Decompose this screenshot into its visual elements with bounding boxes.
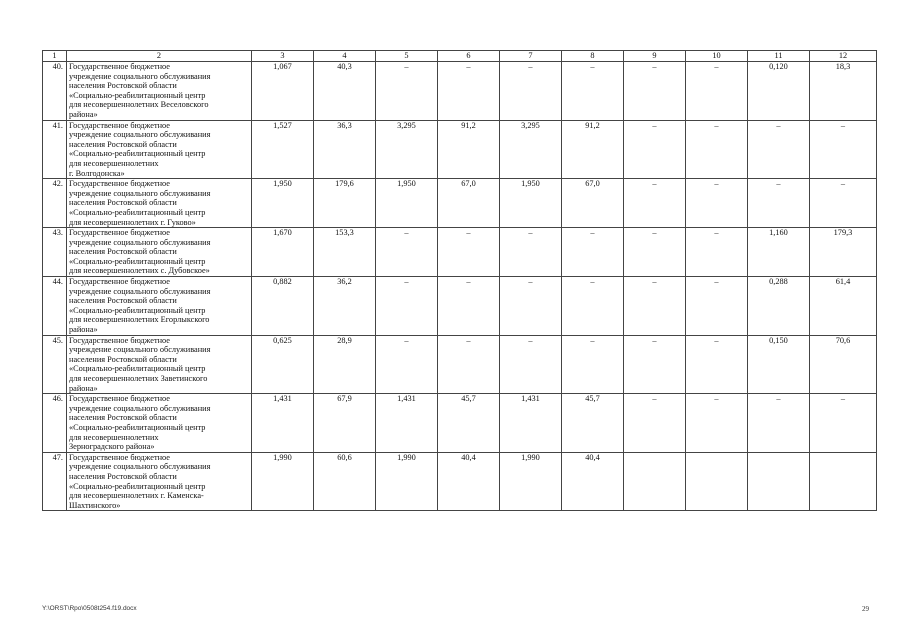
- institution-name-line: «Социально-реабилитационный центр: [69, 256, 206, 266]
- data-table: [42, 50, 877, 511]
- institution-name-line: учреждение социального обслуживания: [69, 71, 211, 81]
- column-header: 7: [500, 51, 562, 62]
- value-cell-col-7: 1,950: [500, 179, 562, 228]
- institution-name: [67, 277, 252, 336]
- row-number: 46.: [43, 394, 67, 453]
- institution-name-line: района»: [69, 325, 98, 335]
- value-cell-col-6: 67,0: [438, 179, 500, 228]
- institution-name-line: района»: [69, 109, 98, 119]
- column-header: 8: [562, 51, 624, 62]
- value-cell-col-5: –: [376, 228, 438, 277]
- value-cell-col-11: –: [748, 120, 810, 179]
- value-cell-col-4: 179,6: [314, 179, 376, 228]
- value-cell-col-12: –: [810, 179, 877, 228]
- value-cell-col-9: –: [624, 62, 686, 121]
- value-cell-col-12: 18,3: [810, 62, 877, 121]
- table-row: [43, 228, 877, 277]
- value-cell-col-9: –: [624, 277, 686, 336]
- value-cell-col-11: 0,150: [748, 335, 810, 394]
- column-header: 5: [376, 51, 438, 62]
- value-cell-col-9: –: [624, 179, 686, 228]
- column-header: 1: [43, 51, 67, 62]
- institution-name: [67, 394, 252, 453]
- value-cell-col-9: –: [624, 228, 686, 277]
- footer-file-path: Y:\ORST\Rpo\0508t254.f19.docx: [42, 605, 137, 612]
- institution-name-line: Государственное бюджетное: [69, 179, 170, 189]
- institution-name-line: учреждение социального обслуживания: [69, 345, 211, 355]
- row-number: 45.: [43, 335, 67, 394]
- institution-name-line: «Социально-реабилитационный центр: [69, 207, 206, 217]
- value-cell-col-12: [810, 452, 877, 511]
- value-cell-col-4: 67,9: [314, 394, 376, 453]
- institution-name: [67, 452, 252, 511]
- value-cell-col-6: –: [438, 62, 500, 121]
- value-cell-col-11: 1,160: [748, 228, 810, 277]
- value-cell-col-12: –: [810, 120, 877, 179]
- institution-name-line: для несовершеннолетних с. Дубовское»: [69, 266, 210, 276]
- column-header: 4: [314, 51, 376, 62]
- value-cell-col-7: –: [500, 62, 562, 121]
- column-header: 9: [624, 51, 686, 62]
- institution-name-line: для несовершеннолетних: [69, 158, 159, 168]
- value-cell-col-7: 1,431: [500, 394, 562, 453]
- value-cell-col-8: 67,0: [562, 179, 624, 228]
- value-cell-col-7: –: [500, 277, 562, 336]
- institution-name-line: Зерноградского района»: [69, 442, 155, 452]
- institution-name-line: Государственное бюджетное: [69, 62, 170, 71]
- value-cell-col-12: –: [810, 394, 877, 453]
- institution-name-line: «Социально-реабилитационный центр: [69, 90, 206, 100]
- institution-name-line: населения Ростовской области: [69, 354, 177, 364]
- institution-name-line: населения Ростовской области: [69, 139, 177, 149]
- document-table-area: [42, 50, 877, 511]
- institution-name-line: учреждение социального обслуживания: [69, 403, 211, 413]
- value-cell-col-8: –: [562, 277, 624, 336]
- institution-name-line: района»: [69, 383, 98, 393]
- institution-name: [67, 120, 252, 179]
- institution-name-line: Государственное бюджетное: [69, 452, 170, 462]
- institution-name-line: для несовершеннолетних Веселовского: [69, 100, 209, 110]
- institution-name-line: «Социально-реабилитационный центр: [69, 481, 206, 491]
- value-cell-col-3: 1,527: [252, 120, 314, 179]
- value-cell-col-10: [686, 452, 748, 511]
- value-cell-col-11: [748, 452, 810, 511]
- institution-name-line: для несовершеннолетних Егорлыкского: [69, 315, 210, 325]
- value-cell-col-3: 0,882: [252, 277, 314, 336]
- row-number: 43.: [43, 228, 67, 277]
- value-cell-col-5: –: [376, 277, 438, 336]
- row-number: 40.: [43, 62, 67, 121]
- value-cell-col-5: 3,295: [376, 120, 438, 179]
- value-cell-col-4: 60,6: [314, 452, 376, 511]
- value-cell-col-7: 3,295: [500, 120, 562, 179]
- institution-name-line: г. Волгодонска»: [69, 168, 125, 178]
- institution-name-line: Государственное бюджетное: [69, 335, 170, 345]
- institution-name-line: учреждение социального обслуживания: [69, 286, 211, 296]
- value-cell-col-12: 61,4: [810, 277, 877, 336]
- value-cell-col-6: 91,2: [438, 120, 500, 179]
- column-header: 3: [252, 51, 314, 62]
- value-cell-col-6: –: [438, 228, 500, 277]
- value-cell-col-12: 70,6: [810, 335, 877, 394]
- value-cell-col-5: –: [376, 335, 438, 394]
- column-header: 11: [748, 51, 810, 62]
- institution-name-line: Шахтинского»: [69, 500, 121, 510]
- value-cell-col-9: –: [624, 120, 686, 179]
- value-cell-col-4: 36,2: [314, 277, 376, 336]
- value-cell-col-4: 153,3: [314, 228, 376, 277]
- value-cell-col-3: 1,950: [252, 179, 314, 228]
- value-cell-col-10: –: [686, 394, 748, 453]
- value-cell-col-3: 1,431: [252, 394, 314, 453]
- value-cell-col-10: –: [686, 62, 748, 121]
- value-cell-col-5: 1,950: [376, 179, 438, 228]
- column-header: 2: [67, 51, 252, 62]
- institution-name-line: Государственное бюджетное: [69, 277, 170, 287]
- page-number: 29: [862, 605, 869, 613]
- value-cell-col-11: –: [748, 179, 810, 228]
- value-cell-col-3: 1,067: [252, 62, 314, 121]
- value-cell-col-4: 28,9: [314, 335, 376, 394]
- table-row: [43, 394, 877, 453]
- value-cell-col-10: –: [686, 335, 748, 394]
- value-cell-col-4: 36,3: [314, 120, 376, 179]
- institution-name: [67, 228, 252, 277]
- institution-name-line: «Социально-реабилитационный центр: [69, 305, 206, 315]
- institution-name-line: населения Ростовской области: [69, 296, 177, 306]
- institution-name-line: Государственное бюджетное: [69, 394, 170, 404]
- institution-name-line: учреждение социального обслуживания: [69, 130, 211, 140]
- value-cell-col-5: –: [376, 62, 438, 121]
- institution-name-line: населения Ростовской области: [69, 413, 177, 423]
- value-cell-col-3: 0,625: [252, 335, 314, 394]
- institution-name: [67, 179, 252, 228]
- institution-name-line: учреждение социального обслуживания: [69, 237, 211, 247]
- table-header-row: [43, 51, 877, 62]
- value-cell-col-11: –: [748, 394, 810, 453]
- value-cell-col-6: 45,7: [438, 394, 500, 453]
- value-cell-col-6: –: [438, 335, 500, 394]
- institution-name-line: «Социально-реабилитационный центр: [69, 364, 206, 374]
- value-cell-col-7: –: [500, 228, 562, 277]
- table-row: [43, 277, 877, 336]
- value-cell-col-8: –: [562, 228, 624, 277]
- value-cell-col-11: 0,120: [748, 62, 810, 121]
- column-header: 12: [810, 51, 877, 62]
- value-cell-col-6: –: [438, 277, 500, 336]
- value-cell-col-10: –: [686, 120, 748, 179]
- value-cell-col-10: –: [686, 179, 748, 228]
- row-number: 42.: [43, 179, 67, 228]
- table-row: [43, 452, 877, 511]
- value-cell-col-8: –: [562, 62, 624, 121]
- value-cell-col-8: 91,2: [562, 120, 624, 179]
- row-number: 47.: [43, 452, 67, 511]
- institution-name-line: для несовершеннолетних г. Каменска-: [69, 491, 204, 501]
- institution-name-line: учреждение социального обслуживания: [69, 462, 211, 472]
- value-cell-col-10: –: [686, 277, 748, 336]
- institution-name-line: населения Ростовской области: [69, 81, 177, 91]
- row-number: 41.: [43, 120, 67, 179]
- institution-name-line: для несовершеннолетних Заветинского: [69, 374, 208, 383]
- column-header: 10: [686, 51, 748, 62]
- institution-name: [67, 62, 252, 121]
- value-cell-col-5: 1,990: [376, 452, 438, 511]
- value-cell-col-6: 40,4: [438, 452, 500, 511]
- institution-name-line: учреждение социального обслуживания: [69, 188, 211, 198]
- row-number: 44.: [43, 277, 67, 336]
- value-cell-col-9: –: [624, 335, 686, 394]
- institution-name-line: для несовершеннолетних: [69, 432, 159, 442]
- value-cell-col-8: 45,7: [562, 394, 624, 453]
- value-cell-col-8: –: [562, 335, 624, 394]
- value-cell-col-9: [624, 452, 686, 511]
- institution-name-line: «Социально-реабилитационный центр: [69, 422, 206, 432]
- value-cell-col-7: –: [500, 335, 562, 394]
- table-row: [43, 120, 877, 179]
- institution-name-line: населения Ростовской области: [69, 247, 177, 257]
- table-row: [43, 335, 877, 394]
- institution-name: [67, 335, 252, 394]
- institution-name-line: Государственное бюджетное: [69, 228, 170, 238]
- institution-name-line: Государственное бюджетное: [69, 120, 170, 130]
- institution-name-line: «Социально-реабилитационный центр: [69, 149, 206, 159]
- value-cell-col-4: 40,3: [314, 62, 376, 121]
- column-header: 6: [438, 51, 500, 62]
- value-cell-col-7: 1,990: [500, 452, 562, 511]
- table-row: [43, 179, 877, 228]
- value-cell-col-5: 1,431: [376, 394, 438, 453]
- value-cell-col-9: –: [624, 394, 686, 453]
- table-row: [43, 62, 877, 121]
- value-cell-col-8: 40,4: [562, 452, 624, 511]
- value-cell-col-12: 179,3: [810, 228, 877, 277]
- institution-name-line: населения Ростовской области: [69, 198, 177, 208]
- institution-name-line: населения Ростовской области: [69, 471, 177, 481]
- institution-name-line: для несовершеннолетних г. Гуково»: [69, 217, 196, 227]
- value-cell-col-3: 1,670: [252, 228, 314, 277]
- value-cell-col-3: 1,990: [252, 452, 314, 511]
- value-cell-col-11: 0,288: [748, 277, 810, 336]
- value-cell-col-10: –: [686, 228, 748, 277]
